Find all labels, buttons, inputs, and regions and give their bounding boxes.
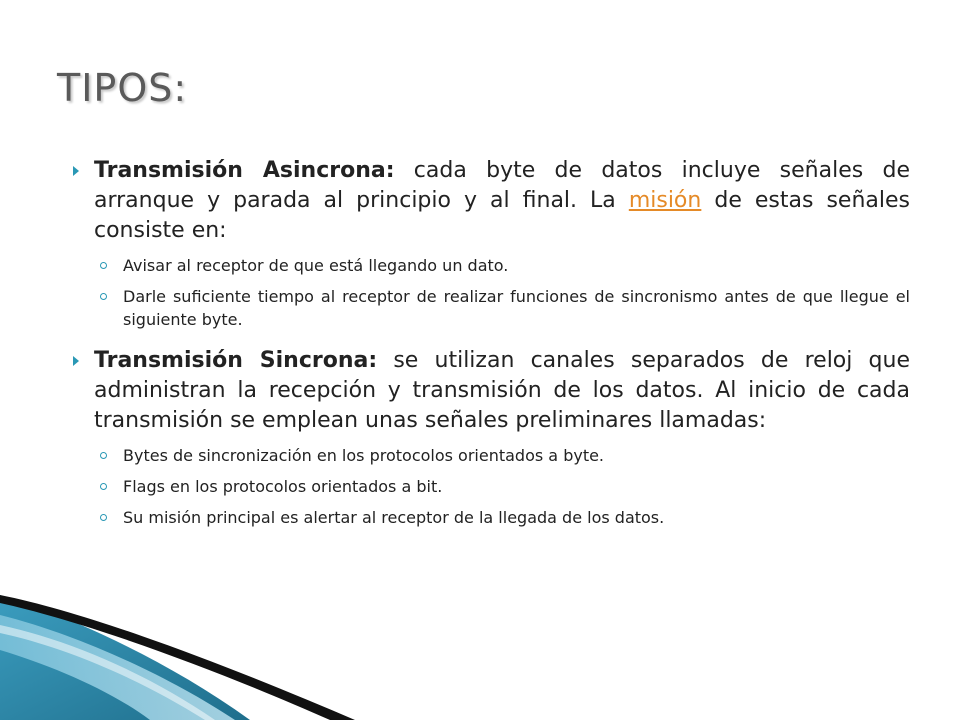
teal-wave-decoration	[0, 595, 360, 720]
text-asincrona-after: de estas señales consiste en:	[94, 188, 910, 243]
subitem-text: Su misión principal es alertar al receptor de la llegada de los datos.	[123, 508, 665, 527]
subitem	[100, 254, 910, 277]
text-asincrona-before: cada byte de datos incluye señales de arranque y parada al principio y al final. La	[94, 158, 910, 213]
sublist-asincrona	[74, 254, 910, 331]
slide-content	[74, 156, 910, 537]
slide-title: TIPOS:	[57, 66, 188, 110]
circle-bullet-icon	[100, 514, 107, 521]
subitem	[100, 444, 910, 467]
subitem-text: Flags en los protocolos orientados a bit.	[123, 477, 443, 496]
triangle-bullet-icon	[73, 356, 79, 366]
circle-bullet-icon	[100, 262, 107, 269]
term-asincrona: Transmisión Asincrona:	[94, 158, 395, 183]
sublist-sincrona	[74, 444, 910, 529]
subitem	[100, 285, 910, 331]
subitem-text: Bytes de sincronización en los protocolos orientados a byte.	[123, 446, 605, 465]
triangle-bullet-icon	[73, 166, 79, 176]
circle-bullet-icon	[100, 452, 107, 459]
bullet-item-asincrona	[74, 156, 910, 246]
term-sincrona: Transmisión Sincrona:	[94, 348, 378, 373]
subitem-text: Darle suficiente tiempo al receptor de realizar funciones de sincronismo antes de que llegue el siguiente byte.	[123, 287, 910, 329]
subitem-text: Avisar al receptor de que está llegando un dato.	[123, 256, 509, 275]
circle-bullet-icon	[100, 293, 107, 300]
link-mision[interactable]: misión	[628, 188, 702, 213]
circle-bullet-icon	[100, 483, 107, 490]
subitem	[100, 506, 910, 529]
subitem	[100, 475, 910, 498]
bullet-item-sincrona	[74, 346, 910, 436]
text-sincrona: se utilizan canales separados de reloj que administran la recepción y transmisión de los datos. Al inicio de cada transmisión se emplean unas señales preliminares llamadas:	[94, 348, 911, 433]
